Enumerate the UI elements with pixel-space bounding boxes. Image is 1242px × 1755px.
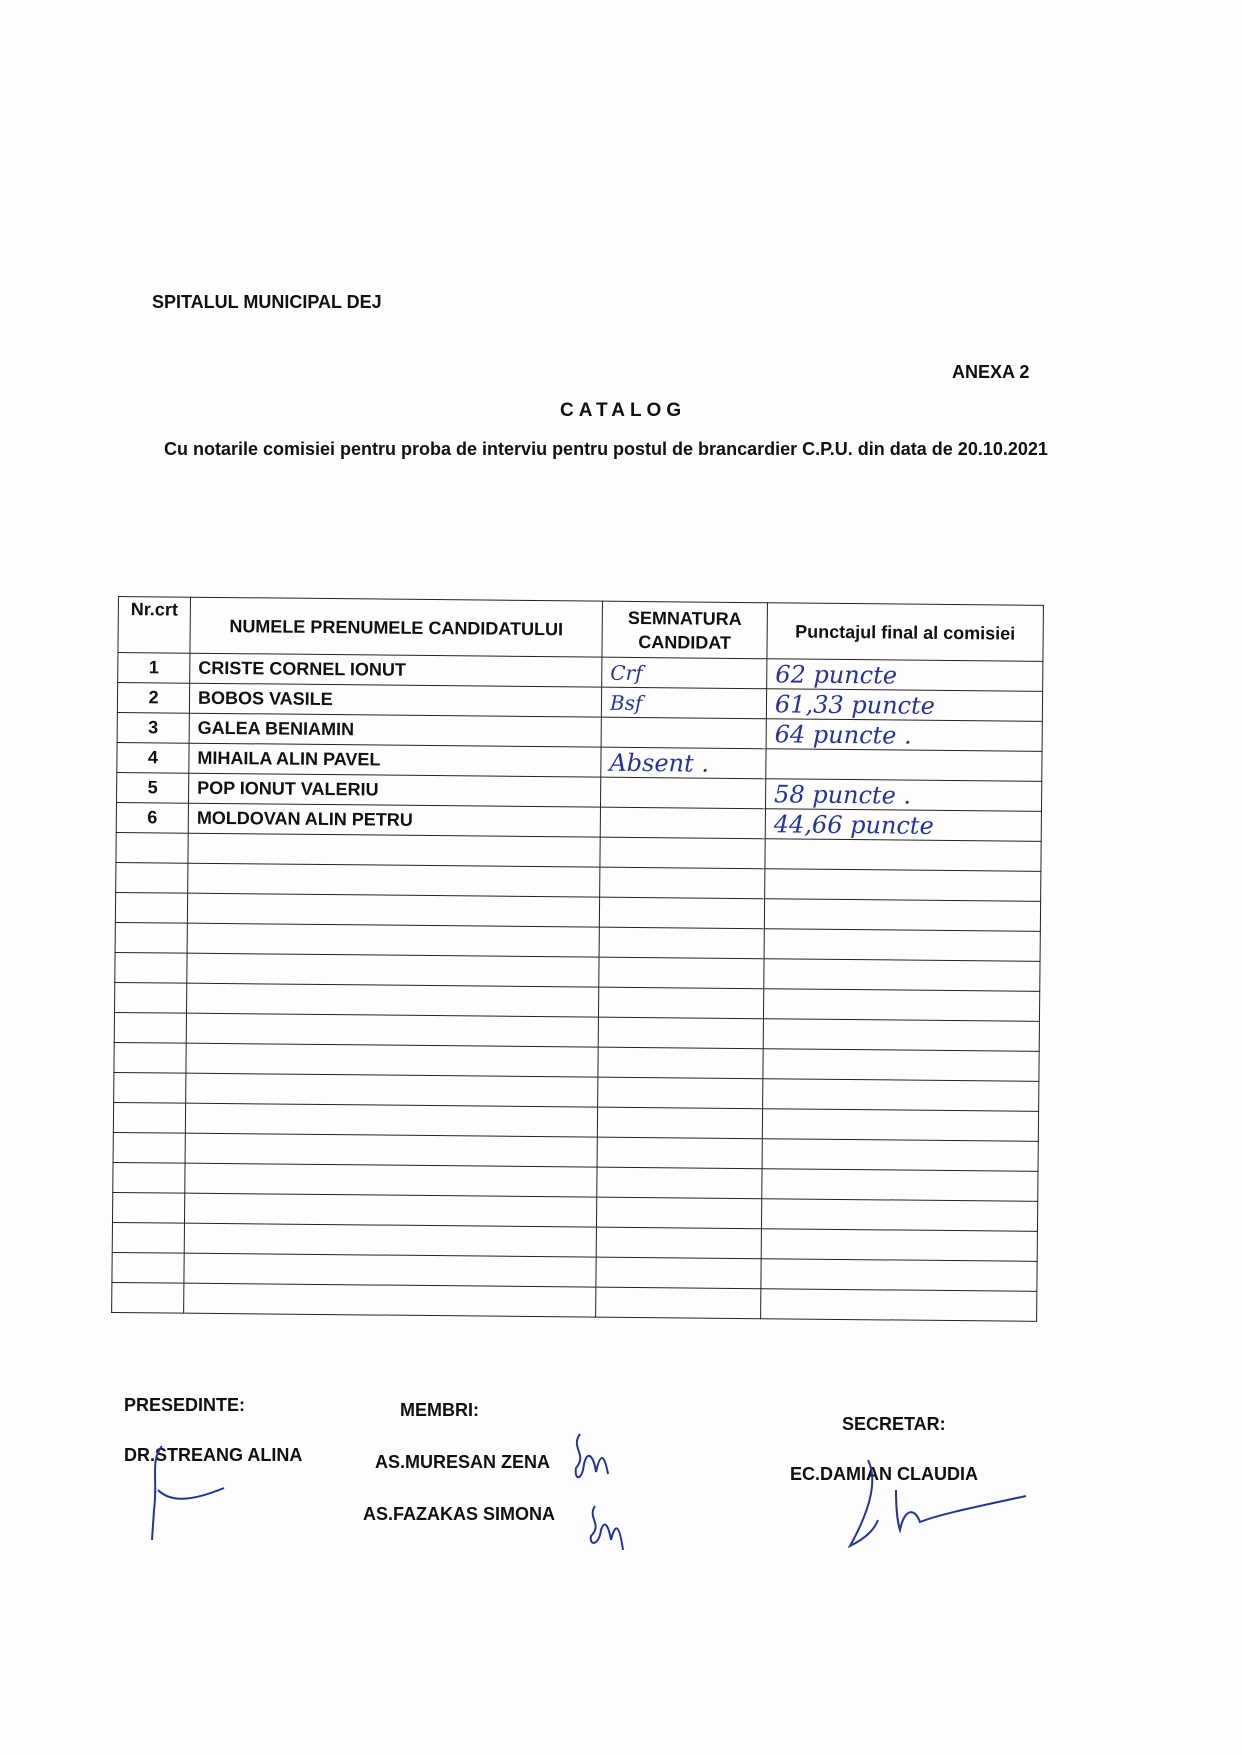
empty-cell	[598, 1047, 763, 1079]
header-nr: Nr.crt	[118, 597, 191, 654]
empty-cell	[598, 1077, 763, 1109]
empty-cell	[599, 927, 764, 959]
empty-cell	[764, 959, 1040, 992]
candidates-table-wrapper	[111, 596, 1043, 1320]
empty-cell	[188, 863, 600, 897]
document-title: CATALOG	[560, 400, 687, 421]
row-score: 64 puncte .	[766, 719, 1042, 752]
empty-cell	[115, 892, 187, 923]
row-name: POP IONUT VALERIU	[189, 773, 601, 807]
empty-cell	[115, 982, 187, 1013]
empty-cell	[186, 1013, 598, 1047]
empty-cell	[762, 1139, 1038, 1172]
row-nr: 3	[117, 712, 189, 743]
empty-cell	[186, 1043, 598, 1077]
row-signature	[601, 717, 766, 749]
empty-cell	[186, 983, 598, 1017]
president-signature	[140, 1440, 250, 1550]
empty-cell	[184, 1193, 596, 1227]
row-signature: Absent .	[601, 747, 766, 779]
row-name: MOLDOVAN ALIN PETRU	[188, 803, 600, 837]
row-name: MIHAILA ALIN PAVEL	[189, 743, 601, 777]
row-signature	[600, 777, 765, 809]
empty-cell	[114, 1072, 186, 1103]
header-signature: SEMNATURA CANDIDAT	[602, 601, 768, 659]
empty-cell	[600, 867, 765, 899]
empty-cell	[599, 957, 764, 989]
row-signature	[600, 807, 765, 839]
row-score	[766, 749, 1042, 782]
empty-cell	[762, 1109, 1038, 1142]
empty-cell	[596, 1257, 761, 1289]
row-signature: Crf	[602, 657, 767, 689]
empty-cell	[761, 1199, 1037, 1232]
empty-cell	[115, 922, 187, 953]
row-nr: 4	[117, 742, 189, 773]
empty-cell	[762, 1169, 1038, 1202]
annex-label: ANEXA 2	[952, 362, 1030, 382]
row-score: 44,66 puncte	[765, 809, 1041, 842]
empty-cell	[596, 1287, 761, 1319]
empty-cell	[597, 1167, 762, 1199]
empty-cell	[597, 1137, 762, 1169]
empty-cell	[187, 923, 599, 957]
empty-cell	[112, 1252, 184, 1283]
empty-cell	[186, 1073, 598, 1107]
empty-cell	[763, 1079, 1039, 1112]
secretary-signature	[830, 1450, 1030, 1560]
empty-cell	[112, 1222, 184, 1253]
president-name: DR.STREANG ALINA	[124, 1445, 303, 1465]
row-nr: 1	[118, 653, 190, 684]
empty-cell	[764, 899, 1040, 932]
empty-cell	[184, 1223, 596, 1257]
empty-cell	[764, 929, 1040, 962]
empty-cell	[761, 1229, 1037, 1262]
empty-cell	[598, 987, 763, 1019]
member-1-signature	[568, 1428, 618, 1488]
institution-name: SPITALUL MUNICIPAL DEJ	[152, 292, 382, 312]
empty-cell	[185, 1163, 597, 1197]
members-label: MEMBRI:	[400, 1400, 479, 1420]
header-name: NUMELE PRENUMELE CANDIDATULUI	[190, 597, 603, 657]
empty-cell	[114, 1012, 186, 1043]
row-signature: Bsf	[601, 687, 766, 719]
empty-cell	[763, 989, 1039, 1022]
empty-cell	[596, 1197, 761, 1229]
empty-cell	[188, 833, 600, 867]
row-name: GALEA BENIAMIN	[189, 713, 601, 747]
empty-cell	[184, 1253, 596, 1287]
member-2-name: AS.FAZAKAS SIMONA	[363, 1504, 556, 1524]
row-score: 61,33 puncte	[766, 689, 1042, 722]
empty-cell	[112, 1192, 184, 1223]
empty-cell	[116, 832, 188, 863]
empty-cell	[114, 1042, 186, 1073]
empty-cell	[115, 952, 187, 983]
row-nr: 6	[116, 802, 188, 833]
member-1-name: AS.MURESAN ZENA	[375, 1452, 551, 1472]
empty-cell	[598, 1017, 763, 1049]
empty-cell	[761, 1259, 1037, 1292]
empty-cell	[765, 839, 1041, 872]
empty-cell	[763, 1049, 1039, 1082]
empty-cell	[112, 1282, 184, 1313]
empty-cell	[184, 1283, 596, 1317]
empty-cell	[765, 869, 1041, 902]
row-nr: 5	[117, 772, 189, 803]
row-name: BOBOS VASILE	[189, 683, 601, 717]
empty-cell	[185, 1133, 597, 1167]
candidates-table	[111, 596, 1044, 1322]
president-label: PRESEDINTE:	[124, 1395, 246, 1415]
secretary-name: EC.DAMIAN CLAUDIA	[790, 1464, 978, 1484]
empty-cell	[187, 893, 599, 927]
empty-cell	[763, 1019, 1039, 1052]
row-name: CRISTE CORNEL IONUT	[190, 653, 602, 687]
row-score: 62 puncte	[767, 659, 1043, 692]
empty-cell	[113, 1102, 185, 1133]
empty-cell	[113, 1162, 185, 1193]
empty-cell	[113, 1132, 185, 1163]
empty-cell	[761, 1289, 1037, 1322]
empty-cell	[599, 897, 764, 929]
header-score: Punctajul final al comisiei	[767, 603, 1044, 662]
empty-cell	[597, 1107, 762, 1139]
member-2-signature	[585, 1500, 630, 1555]
intro-paragraph: Cu notarile comisiei pentru proba de interviu pentru postul de brancardier C.P.U. din data de 20.10.2021	[164, 439, 1048, 459]
empty-cell	[116, 862, 188, 893]
secretary-label: SECRETAR:	[842, 1414, 946, 1434]
empty-cell	[600, 837, 765, 869]
empty-cell	[596, 1227, 761, 1259]
row-score: 58 puncte .	[765, 779, 1041, 812]
empty-cell	[185, 1103, 597, 1137]
row-nr: 2	[117, 683, 189, 714]
table-header-row	[118, 597, 1043, 662]
empty-cell	[187, 953, 599, 987]
